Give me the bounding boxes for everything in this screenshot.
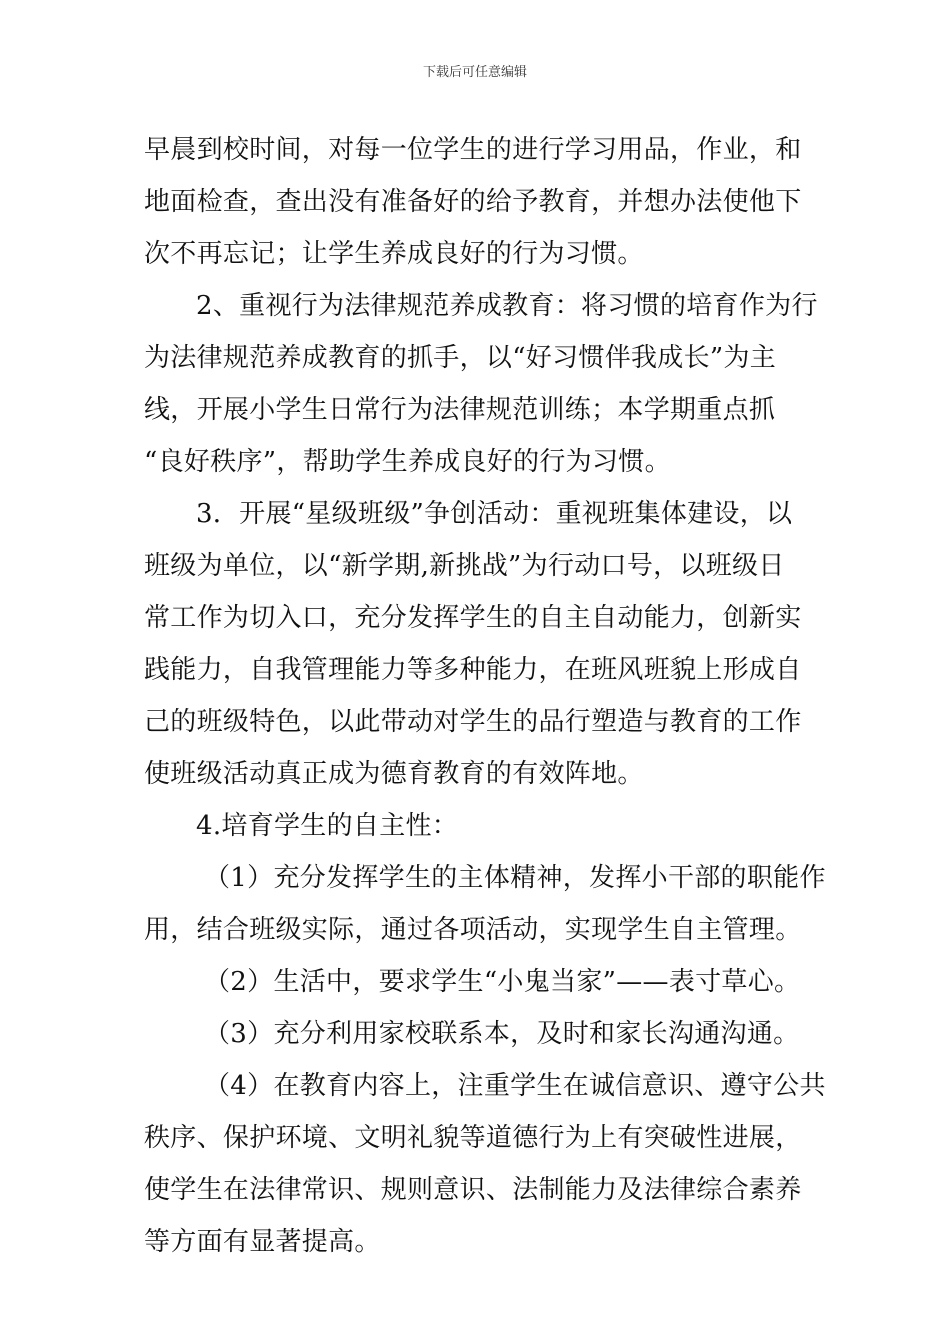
text-line: 使学生在法律常识、规则意识、法制能力及法律综合素养 <box>144 1175 802 1205</box>
text-line: 地面检查，查出没有准备好的给予教育，并想办法使他下 <box>144 187 802 217</box>
text-line: 早晨到校时间，对每一位学生的进行学习用品，作业，和 <box>144 135 802 165</box>
text-line: （2）生活中，要求学生“小鬼当家”——表寸草心。 <box>204 967 801 997</box>
text-line: （3）充分利用家校联系本，及时和家长沟通沟通。 <box>204 1019 800 1049</box>
text-line: 践能力，自我管理能力等多种能力，在班风班貌上形成自 <box>144 655 802 685</box>
text-line: 用，结合班级实际，通过各项活动，实现学生自主管理。 <box>144 915 802 945</box>
document-body <box>144 124 826 1268</box>
text-line: （1）充分发挥学生的主体精神，发挥小干部的职能作 <box>204 863 826 893</box>
text-line: 秩序、保护环境、文明礼貌等道德行为上有突破性进展， <box>144 1123 802 1153</box>
text-line: “良好秩序”，帮助学生养成良好的行为习惯。 <box>144 447 671 477</box>
text-line: 常工作为切入口，充分发挥学生的自主自动能力，创新实 <box>144 603 802 633</box>
text-line: 为法律规范养成教育的抓手，以“好习惯伴我成长”为主 <box>144 343 777 373</box>
text-line: （4）在教育内容上，注重学生在诚信意识、遵守公共 <box>204 1071 826 1101</box>
text-line: 使班级活动真正成为德育教育的有效阵地。 <box>144 759 644 789</box>
text-line: 3．开展“星级班级”争创活动：重视班集体建设，以 <box>196 499 793 529</box>
text-line: 线，开展小学生日常行为法律规范训练；本学期重点抓 <box>144 395 776 425</box>
text-line: 己的班级特色，以此带动对学生的品行塑造与教育的工作 <box>144 707 802 737</box>
page-header: 下载后可任意编辑 <box>422 65 527 80</box>
text-line: 2、重视行为法律规范养成教育：将习惯的培育作为行 <box>196 291 818 321</box>
text-line: 4.培育学生的自主性： <box>196 811 459 841</box>
text-line: 次不再忘记；让学生养成良好的行为习惯。 <box>144 239 644 269</box>
text-line: 班级为单位，以“新学期,新挑战”为行动口号，以班级日 <box>144 551 785 581</box>
text-line: 等方面有显著提高。 <box>144 1227 381 1257</box>
